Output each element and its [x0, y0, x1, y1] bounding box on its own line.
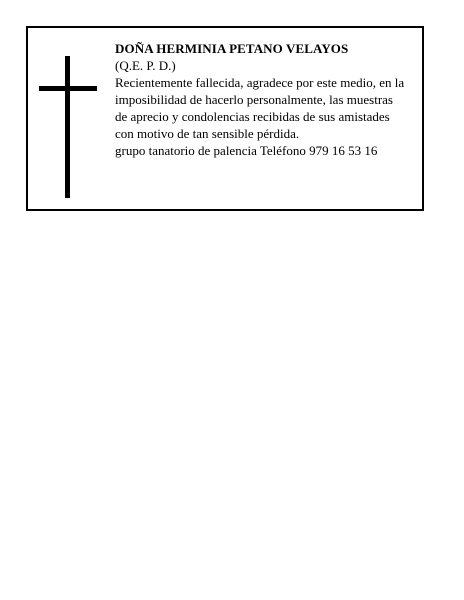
body-line-3: de aprecio y condolencias recibidas de sus amistades	[115, 109, 390, 124]
cross-vertical-bar	[65, 56, 70, 198]
notice-text	[115, 40, 420, 159]
obituary-notice-box	[26, 26, 424, 211]
deceased-name: DOÑA HERMINIA PETANO VELAYOS	[115, 41, 349, 56]
body-line-2: imposibilidad de hacerlo personalmente, las muestras	[115, 92, 393, 107]
body-line-1: Recientemente fallecida, agradece por este medio, en la	[115, 75, 405, 90]
qepd-text: (Q.E. P. D.)	[115, 58, 176, 73]
funeral-home-contact: grupo tanatorio de palencia Teléfono 979 16 53 16	[115, 143, 378, 158]
cross-horizontal-bar	[39, 86, 97, 91]
cross-icon	[39, 56, 97, 198]
body-line-4: con motivo de tan sensible pérdida.	[115, 126, 300, 141]
